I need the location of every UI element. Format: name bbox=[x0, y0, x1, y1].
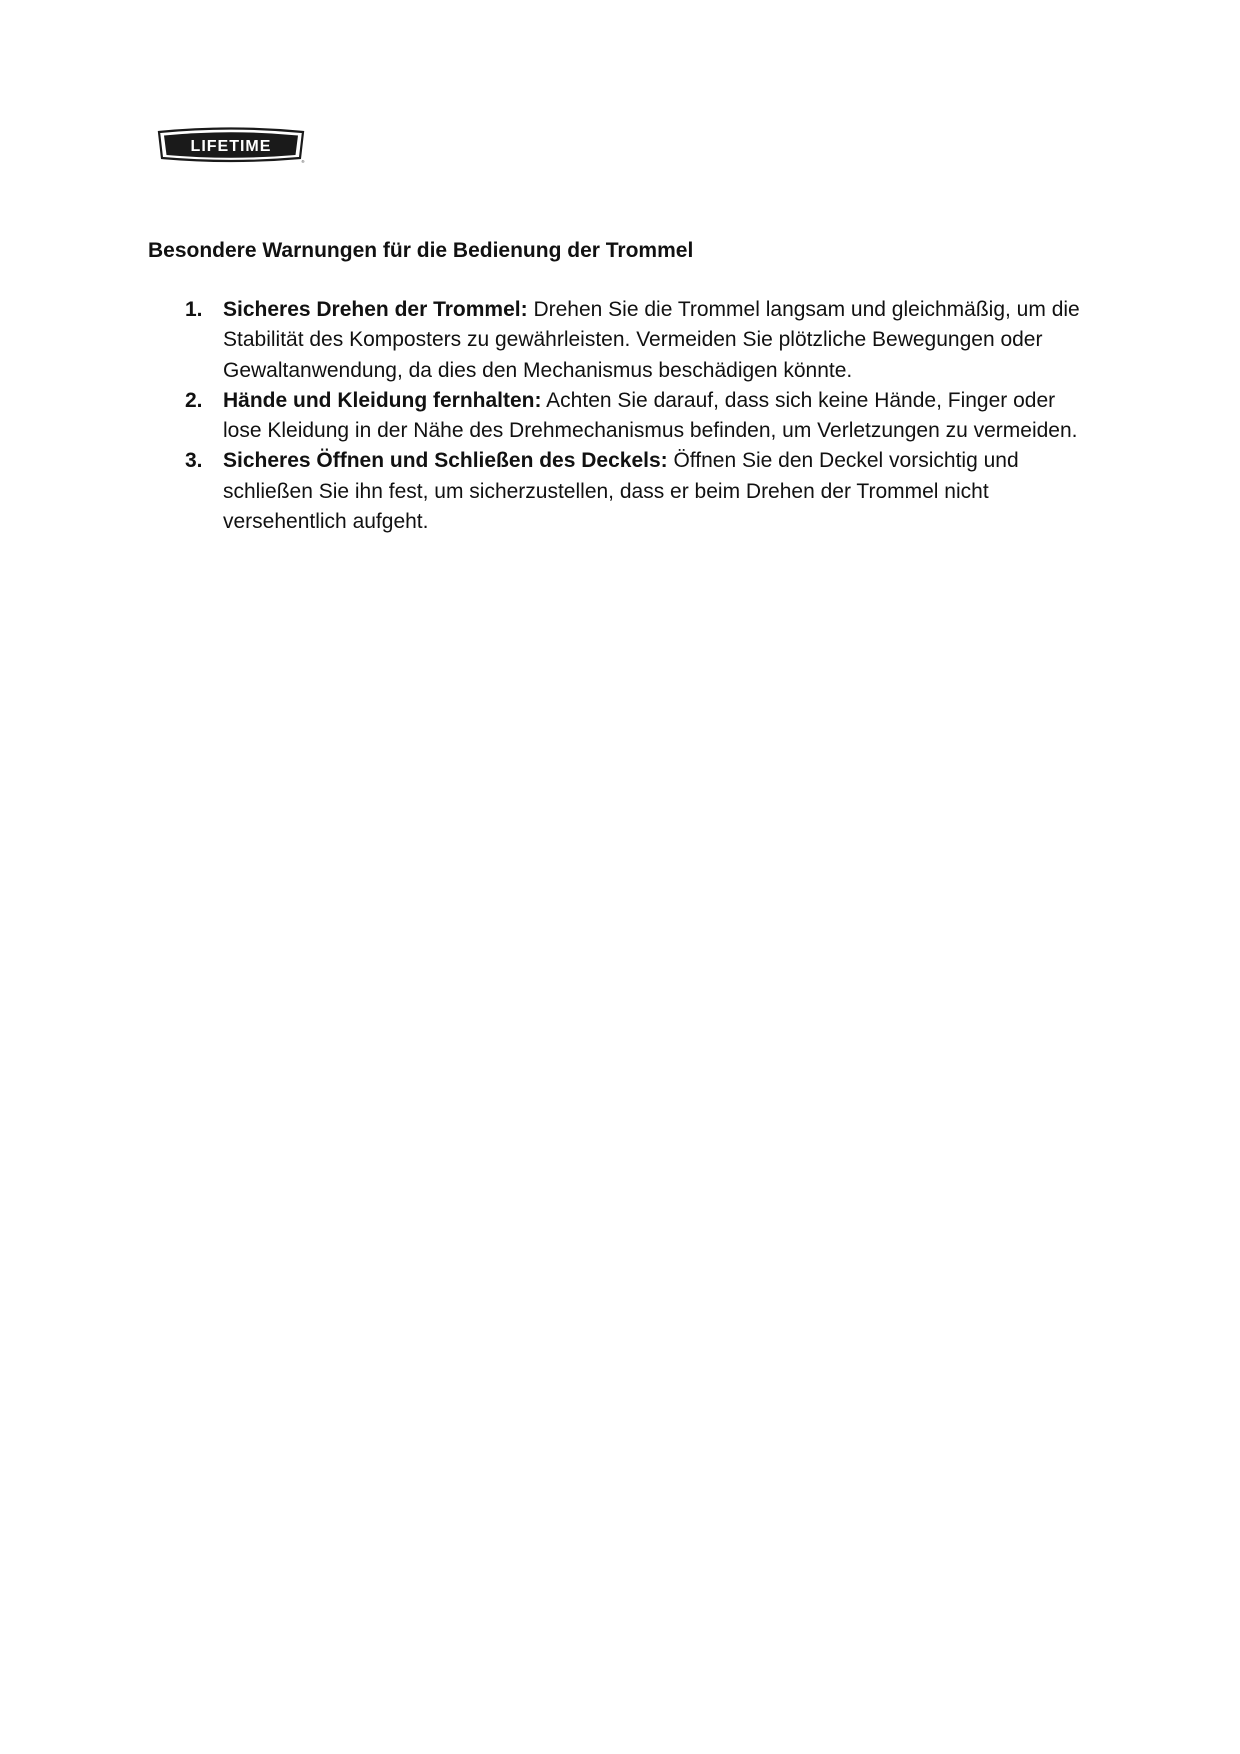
list-item-title: Sicheres Drehen der Trommel: bbox=[223, 298, 528, 321]
list-item bbox=[148, 386, 1098, 447]
lifetime-logo-icon bbox=[156, 126, 306, 164]
lifetime-logo bbox=[156, 126, 306, 164]
list-item bbox=[148, 446, 1098, 537]
section-heading: Besondere Warnungen für die Bedienung der Trommel bbox=[148, 239, 694, 262]
list-item-text: Achten Sie darauf, dass sich keine Hände, Finger oder lose Kleidung in der Nähe des Drehmechanismus befinden, um Verletzungen zu vermeiden. bbox=[223, 388, 1078, 443]
svg-text:LIFETIME: LIFETIME bbox=[190, 138, 272, 155]
svg-text:®: ® bbox=[301, 159, 305, 164]
list-item bbox=[148, 295, 1098, 386]
warnings-list bbox=[148, 295, 1098, 537]
list-item-number: 1. bbox=[185, 298, 203, 321]
list-item-text: Öffnen Sie den Deckel vorsichtig und schließen Sie ihn fest, um sicherzustellen, dass er beim Drehen der Trommel nicht versehentlich aufgeht. bbox=[223, 449, 1019, 534]
list-item-title: Hände und Kleidung fernhalten: bbox=[223, 388, 542, 412]
list-item-number: 3. bbox=[185, 449, 203, 473]
list-item-number: 2. bbox=[185, 388, 203, 412]
list-item-text: Drehen Sie die Trommel langsam und gleichmäßig, um die Stabilität des Komposters zu gewährleisten. Vermeiden Sie plötzliche Bewegungen oder Gewaltanwendung, da dies den Mechanismus beschädigen könnte. bbox=[223, 298, 1080, 382]
list-item-title: Sicheres Öffnen und Schließen des Deckels: bbox=[223, 449, 668, 473]
